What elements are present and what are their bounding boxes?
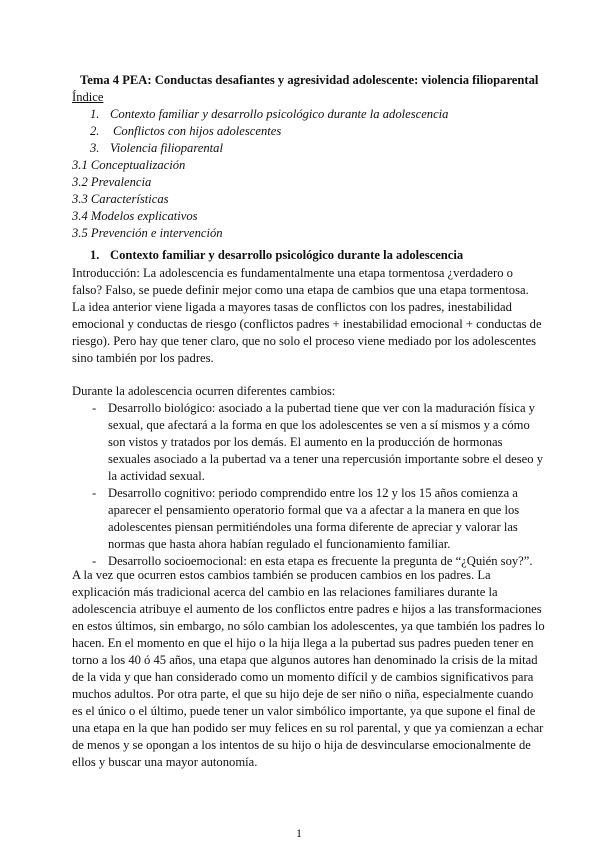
parents-paragraph-line: en estos últimos, sin embargo, no sólo cambian los adolescentes, ya que también los padres lo xyxy=(72,619,545,633)
intro-paragraph-line: La idea anterior viene ligada a mayores tasas de conflictos con los padres, inestabilidad xyxy=(72,300,512,314)
bullet-text-line: sexual, que afectará a la forma en que los adolescentes se ven a sí mismos y a cómo xyxy=(108,418,530,432)
page-number: 1 xyxy=(296,826,302,840)
intro-paragraph-line: falso? Falso, se puede definir mejor como una etapa de cambios que una etapa tormentosa. xyxy=(72,283,529,297)
bullet-text-line: Desarrollo socioemocional: en esta etapa es frecuente la pregunta de “¿Quién soy?”. xyxy=(108,554,533,568)
bullet-text-line: son vistos y tratados por los demás. El aumento en la producción de hormonas xyxy=(108,435,503,449)
parents-paragraph-line: de menos y se opongan a los intentos de su hijo o hija de desvincularse emocionalmente de xyxy=(72,738,531,752)
changes-intro: Durante la adolescencia ocurren diferentes cambios: xyxy=(72,384,336,398)
bullet-dash: - xyxy=(92,486,97,500)
index-heading: Índice xyxy=(72,90,104,104)
bullet-text-line: aparecer el pensamiento operatorio formal que va a afectar a la manera en que los xyxy=(108,503,520,517)
intro-paragraph-line: Introducción: La adolescencia es fundamentalmente una etapa tormentosa ¿verdadero o xyxy=(72,266,513,280)
bullet-dash: - xyxy=(92,401,97,415)
index-subitem[interactable]: 3.3 Características xyxy=(72,192,169,206)
section-number: 1. xyxy=(90,248,100,262)
document-title: Tema 4 PEA: Conductas desafiantes y agresividad adolescente: violencia filioparental xyxy=(80,73,539,87)
bullet-text-line: la actividad sexual. xyxy=(108,469,205,483)
parents-paragraph-line: muchos adultos. Por otra parte, el que su hijo deje de ser niño o niña, especialmente cuando xyxy=(72,687,534,701)
index-item-1[interactable] xyxy=(90,106,449,123)
bullet-dash: - xyxy=(92,554,97,568)
intro-paragraph-line: emocional y conductas de riesgo (conflictos padres + inestabilidad emocional + conductas de xyxy=(72,317,542,331)
section-heading xyxy=(90,247,464,264)
bullet-text-line: Desarrollo biológico: asociado a la pubertad tiene que ver con la maduración física y xyxy=(108,401,535,415)
index-subitem[interactable]: 3.5 Prevención e intervención xyxy=(72,226,223,240)
index-item-2[interactable] xyxy=(90,123,282,140)
bullet-text-line: sexuales asociado a la pubertad va a tener una repercusión importante sobre el deseo y xyxy=(108,452,544,466)
index-label: Violencia filioparental xyxy=(110,141,223,155)
parents-paragraph-line: ellos y buscar una mayor autonomía. xyxy=(72,755,258,769)
index-item-3[interactable] xyxy=(90,140,223,157)
index-label: Contexto familiar y desarrollo psicológico durante la adolescencia xyxy=(110,107,449,121)
parents-paragraph-line: una etapa en la que han podido ser muy felices en su rol parental, y que ya comienzan a echar xyxy=(72,721,544,735)
index-subitem[interactable]: 3.4 Modelos explicativos xyxy=(72,209,198,223)
index-number: 1. xyxy=(90,107,100,121)
parents-paragraph-line: es el único o el último, puede tener un valor simbólico importante, ya que supone el final de xyxy=(72,704,536,718)
bullet-text-line: normas que hasta ahora habían regulado el funcionamiento familiar. xyxy=(108,537,451,551)
parents-paragraph-line: hacen. En el momento en que el hijo o la hija llega a la pubertad sus padres pueden tener en xyxy=(72,636,534,650)
parents-paragraph-line: adolescencia atribuye el aumento de los conflictos entre padres e hijos a las transformaciones xyxy=(72,602,542,616)
parents-paragraph-line: de la vida y que han considerado como un momento difícil y de cambios significativos para xyxy=(72,670,534,684)
index-subitem[interactable]: 3.1 Conceptualización xyxy=(72,158,186,172)
intro-paragraph-line: sino también por los padres. xyxy=(72,351,214,365)
index-label: Conflictos con hijos adolescentes xyxy=(113,124,282,138)
section-title: Contexto familiar y desarrollo psicológico durante la adolescencia xyxy=(110,248,464,262)
bullet-text-line: Desarrollo cognitivo: periodo comprendido entre los 12 y los 15 años comienza a xyxy=(108,486,518,500)
index-number: 3. xyxy=(90,141,100,155)
parents-paragraph-line: torno a los 40 ó 45 años, una etapa que algunos autores han denominado la crisis de la mitad xyxy=(72,653,538,667)
parents-paragraph-line: A la vez que ocurren estos cambios también se producen cambios en los padres. La xyxy=(72,568,491,582)
index-subitem[interactable]: 3.2 Prevalencia xyxy=(72,175,152,189)
index-number: 2. xyxy=(90,124,100,138)
bullet-text-line: adolescentes piensan permitiéndoles una forma diferente de apreciar y valorar las xyxy=(108,520,518,534)
intro-paragraph-line: riesgo). Pero hay que tener claro, que no solo el proceso viene mediado por los adolescentes xyxy=(72,334,537,348)
parents-paragraph-line: explicación más tradicional acerca del cambio en las relaciones familiares durante la xyxy=(72,585,498,599)
